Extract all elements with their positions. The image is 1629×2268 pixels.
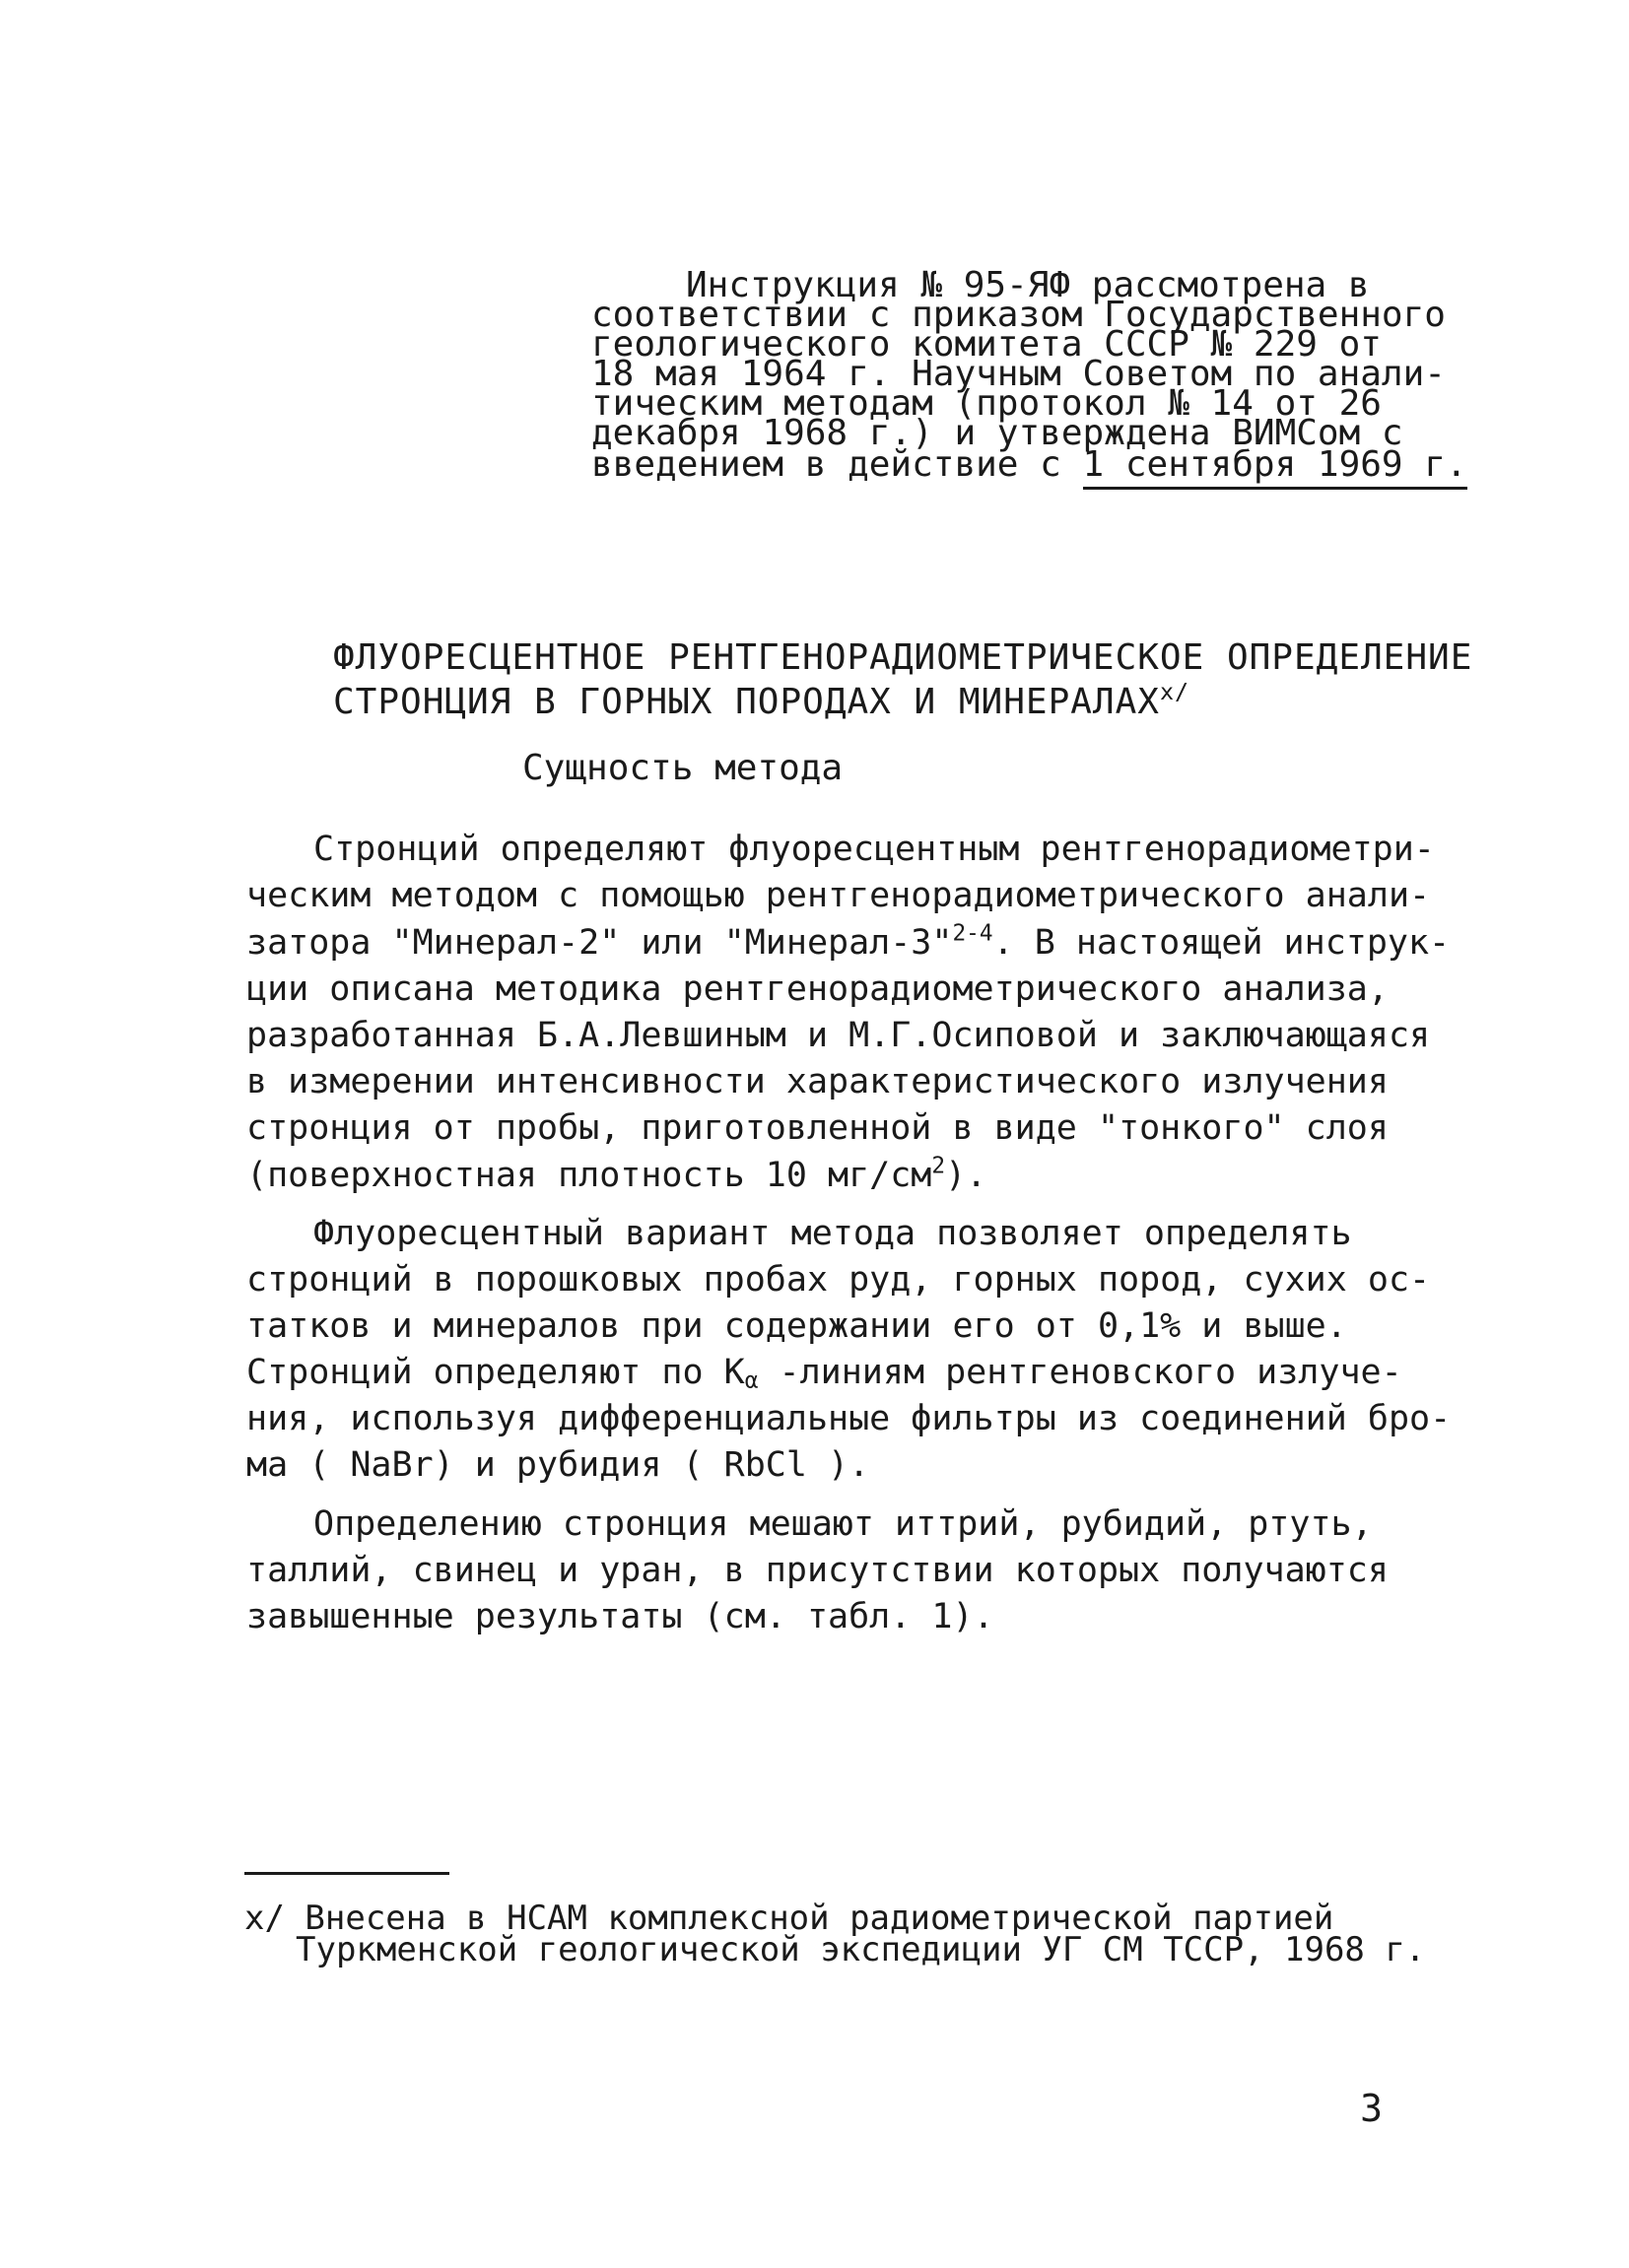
section-heading: Сущность метода: [522, 748, 844, 788]
unit-superscript: 2: [931, 1153, 946, 1179]
alpha-subscript: α: [744, 1367, 759, 1394]
para1-line-5: разработанная Б.А.Левшиным и М.Г.Осиповой и заключающаяся: [246, 1016, 1431, 1055]
para1-line-6: в измерении интенсивности характеристического излучения: [246, 1062, 1389, 1101]
approval-note-line-4: 18 мая 1964 г. Научным Советом по анали-: [591, 354, 1446, 394]
footnote-line-2: Туркменской геологической экспедиции УГ СМ ТССР, 1968 г.: [296, 1930, 1426, 1969]
approval-note-prefix: введением в действие с: [591, 444, 1083, 485]
para2-line-4-text: Стронций определяют по К: [246, 1353, 745, 1392]
approval-note-line-1: Инструкция № 95-ЯФ рассмотрена в: [686, 265, 1370, 305]
para2-line-5: ния, используя дифференциальные фильтры из соединений бро-: [246, 1399, 1452, 1438]
para1-line-1: Стронций определяют флуоресцентным рентгенорадиометри-: [313, 830, 1435, 869]
para1-line-8: [246, 1153, 987, 1195]
para2-line-1: Флуоресцентный вариант метода позволяет определять: [313, 1214, 1352, 1253]
approval-note-line-2: соответствии с приказом Государственного: [591, 295, 1446, 335]
para2-line-2: стронций в порошковых пробах руд, горных пород, сухих ос-: [246, 1260, 1431, 1300]
approval-note-line-6: декабря 1968 г.) и утверждена ВИМСом с: [591, 413, 1403, 453]
effective-date: 1 сентября 1969 г.: [1083, 444, 1467, 490]
para3-line-1: Определению стронция мешают иттрий, рубидий, ртуть,: [313, 1504, 1373, 1544]
page-number: 3: [1360, 2087, 1383, 2130]
approval-note-line-7: [591, 444, 1467, 485]
para3-line-2: таллий, свинец и уран, в присутствии которых получаются: [246, 1551, 1389, 1590]
footnote-line-1: х/ Внесена в НСАМ комплексной радиометрической партией: [244, 1899, 1334, 1938]
approval-note-line-3: геологического комитета СССР № 229 от: [591, 324, 1382, 365]
para1-line-4: ции описана методика рентгенорадиометрического анализа,: [246, 969, 1389, 1009]
para2-line-3: татков и минералов при содержании его от 0,1% и выше.: [246, 1306, 1347, 1346]
para1-line-8-tail: ).: [945, 1156, 987, 1195]
para1-line-7: стронция от пробы, приготовленной в виде "тонкого" слоя: [246, 1108, 1389, 1148]
para2-line-4: [246, 1353, 1402, 1394]
document-title-text: СТРОНЦИЯ В ГОРНЫХ ПОРОДАХ И МИНЕРАЛАХ: [333, 682, 1160, 722]
reference-superscript: 2-4: [952, 920, 993, 947]
para2-line-6: ма ( NaBr) и рубидия ( RbCl ).: [246, 1445, 870, 1485]
para2-line-4-tail: -линиям рентгеновского излуче-: [758, 1353, 1402, 1392]
para1-line-2: ческим методом с помощью рентгенорадиометрического анали-: [246, 876, 1431, 915]
footnote-separator: [244, 1872, 449, 1875]
title-footnote-mark: х/: [1159, 677, 1190, 705]
para1-line-8-text: (поверхностная плотность 10 мг/см: [246, 1156, 932, 1195]
document-title-line-2: [333, 677, 1190, 722]
para1-line-3-tail: . В настоящей инструк-: [992, 923, 1451, 963]
approval-note-line-5: тическим методам (протокол № 14 от 26: [591, 383, 1382, 424]
para1-line-3-text: затора "Минерал-2" или "Минерал-3": [246, 923, 953, 963]
para3-line-3: завышенные результаты (см. табл. 1).: [246, 1597, 994, 1636]
para1-line-3: [246, 920, 1451, 963]
document-title-line-1: ФЛУОРЕСЦЕНТНОЕ РЕНТГЕНОРАДИОМЕТРИЧЕСКОЕ ОПРЕДЕЛЕНИЕ: [333, 637, 1473, 678]
